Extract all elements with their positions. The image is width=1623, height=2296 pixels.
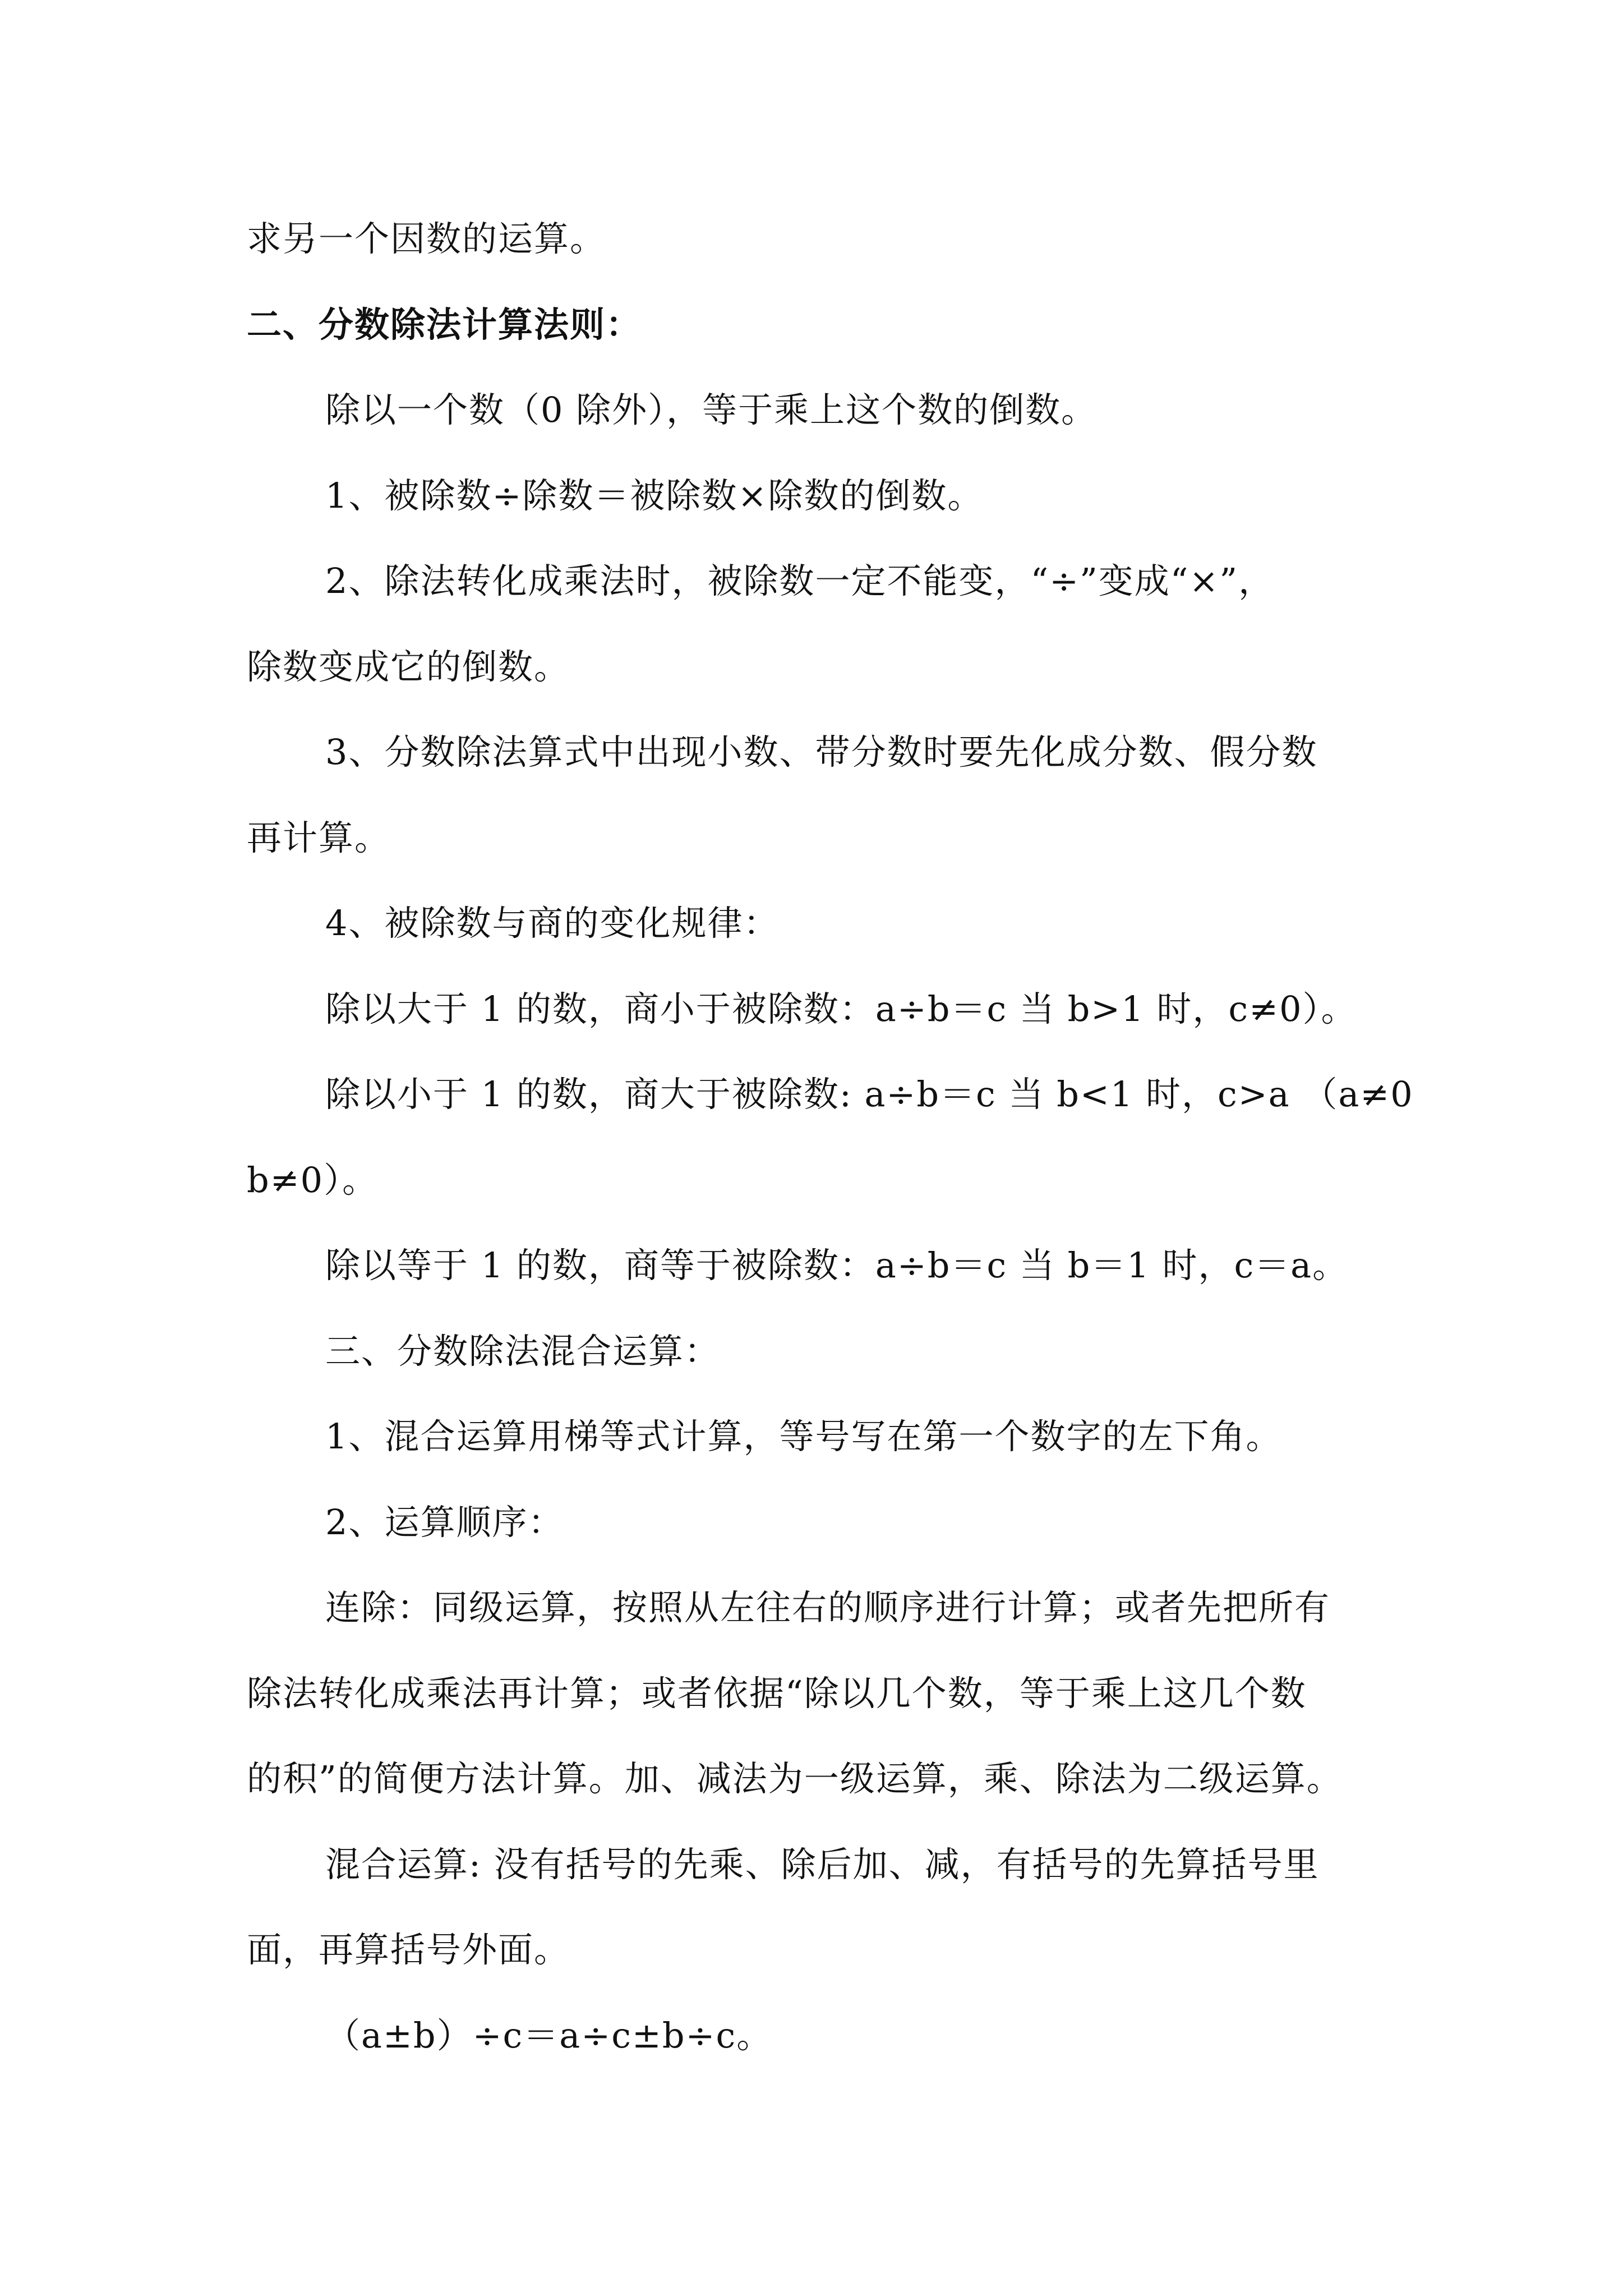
rule-case-equal: 除以等于 1 的数，商等于被除数：a÷b＝c 当 b＝1 时，c＝a。 xyxy=(325,1245,1349,1286)
section-heading-3: 三、分数除法混合运算： xyxy=(325,1331,721,1372)
rule-case-less-line-1: 除以小于 1 的数，商大于被除数: a÷b＝c 当 b<1 时，c>a （a≠0 xyxy=(325,1074,1414,1115)
distributive-formula: （a±b）÷c＝a÷c±b÷c。 xyxy=(325,2015,773,2056)
rule-item-4: 4、被除数与商的变化规律： xyxy=(325,903,780,944)
continuous-division-line-2: 除法转化成乘法再计算；或者依据“除以几个数，等于乘上这几个数 xyxy=(247,1673,1307,1714)
rule-item-2-line-1: 2、除法转化成乘法时，被除数一定不能变，“÷”变成“×”， xyxy=(325,560,1275,601)
rule-text: 除以一个数（0 除外），等于乘上这个数的倒数。 xyxy=(325,389,1098,430)
continuous-division-line-3: 的积”的简便方法计算。加、减法为一级运算，乘、除法为二级运算。 xyxy=(247,1758,1343,1799)
rule-item-2-line-2: 除数变成它的倒数。 xyxy=(247,646,570,687)
mixed-item-2: 2、运算顺序： xyxy=(325,1502,564,1543)
section-heading-2: 二、分数除法计算法则： xyxy=(247,304,642,345)
rule-item-3-line-1: 3、分数除法算式中出现小数、带分数时要先化成分数、假分数 xyxy=(325,731,1318,772)
rule-case-greater: 除以大于 1 的数，商小于被除数：a÷b＝c 当 b>1 时，c≠0）。 xyxy=(325,988,1357,1029)
rule-case-less-line-2: b≠0）。 xyxy=(247,1159,379,1200)
text-line-1: 求另一个因数的运算。 xyxy=(247,218,606,259)
mixed-operation-line-2: 面，再算括号外面。 xyxy=(247,1929,570,1970)
rule-item-1: 1、被除数÷除数＝被除数×除数的倒数。 xyxy=(325,475,984,516)
continuous-division-line-1: 连除：同级运算，按照从左往右的顺序进行计算；或者先把所有 xyxy=(325,1587,1331,1628)
mixed-operation-line-1: 混合运算: 没有括号的先乘、除后加、减，有括号的先算括号里 xyxy=(325,1844,1320,1885)
rule-item-3-line-2: 再计算。 xyxy=(247,817,391,858)
mixed-item-1: 1、混合运算用梯等式计算，等号写在第一个数字的左下角。 xyxy=(325,1416,1282,1457)
